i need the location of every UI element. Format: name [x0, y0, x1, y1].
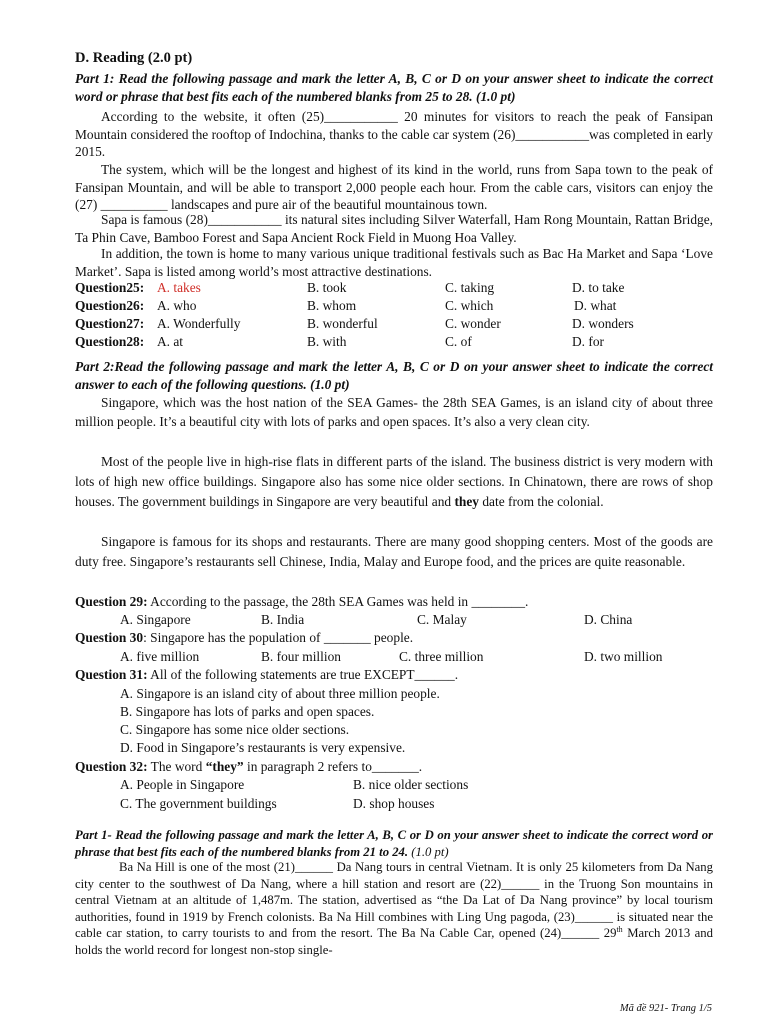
part1-paragraph-3: Sapa is famous (28)___________ its natural sites including Silver Waterfall, Ham Rong Mountain, Rattan Bridge, Ta Phin Cave, Bamboo Forest and Sapa Ancient Rock Field in Muong Hoa Valley. [75, 212, 713, 245]
bold-they: they [454, 494, 479, 509]
option-c: C. which [445, 298, 494, 313]
option-d: D. shop houses [353, 796, 435, 811]
part3-instruction-text: Read the following passage and mark the letter A, B, C or D on your answer sheet to indicate the correct word or phrase that best fits each of the numbered blanks from 21 to 24. [75, 828, 713, 859]
option-c: C. The government buildings [120, 796, 277, 811]
part2-paragraph-2-text: Most of the people live in high-rise flats in different parts of the island. The business district is very modern with lots of high new office buildings. Singapore also has some nice older sections. In Chinatown, there are rows of shop houses. The government buildings in Singapore are very beautiful and [75, 454, 713, 509]
question-label: Question27: [75, 316, 145, 331]
part2-paragraph-3: Singapore is famous for its shops and restaurants. There are many good shopping centers. Most of the goods are duty free. Singapore’s restaurants sell Chinese, India, Malay and Europe food, and the prices are quite reasonable. [75, 534, 713, 569]
option-a: A. who [157, 298, 197, 313]
option-b: B. took [307, 280, 347, 295]
option-d: D. for [572, 334, 604, 349]
part1-label: Part 1: [75, 71, 115, 86]
question-label: Question25: [75, 280, 145, 295]
question-text: According to the passage, the 28th SEA Games was held in ________. [147, 594, 529, 609]
option-d: D. to take [572, 280, 625, 295]
option-a: A. five million [120, 649, 200, 664]
superscript-th: th [616, 925, 623, 935]
question-text: : Singapore has the population of _______ people. [143, 630, 414, 645]
question-text-post: in paragraph 2 refers to_______. [243, 759, 423, 774]
part3-instruction [75, 827, 713, 860]
part2-label: Part 2: [75, 359, 115, 374]
option-c: C. three million [399, 649, 484, 664]
option-b: B. wonderful [307, 316, 378, 331]
page-footer: Mã đề 921- Trang 1/5 [619, 1003, 712, 1014]
question-label: Question 32: [75, 759, 148, 774]
option-a: A. Singapore [120, 612, 191, 627]
option-d: D. what [574, 298, 617, 313]
part3-paragraph [75, 859, 713, 959]
part2-instruction-text: Read the following passage and mark the letter A, B, C or D on your answer sheet to indicate the correct answer to each of the following questions. (1.0 pt) [75, 359, 713, 392]
part3-points: (1.0 pt) [408, 844, 449, 859]
option-a: A. takes [157, 280, 201, 295]
question-label: Question 29: [75, 594, 148, 609]
part1-paragraph-1: According to the website, it often (25)___________ 20 minutes for visitors to reach the peak of Fansipan Mountain considered the rooftop of Indochina, thanks to the cable car system (26)___________was completed in early 2015. [75, 109, 713, 160]
option-d: D. wonders [572, 316, 634, 331]
option-b: B. with [307, 334, 347, 349]
question-label: Question 31: [75, 667, 148, 682]
option-a: A. Wonderfully [157, 316, 241, 331]
option-a: A. Singapore is an island city of about three million people. [120, 686, 440, 701]
part3-paragraph-tail: March 2013 and holds the world record for longest non-stop single- [75, 926, 713, 957]
option-c: C. wonder [445, 316, 501, 331]
part3-paragraph-text: Ba Na Hill is one of the most (21)______ Da Nang tours in central Vietnam. It is only 25 kilometers from Da Nang city center to the southwest of Da Nang, where a hill station and resort are (22)______ in the Truong Son mountains in central Vietnam at an altitude of 1,487m. The station, advertised as “the Da Lat of Da Nang province” by local tourism authorities, found in 1919 by French colonists. Ba Na Hill combines with Ling Ung pagoda, (23)______ is situated near the cable car station, to carry tourists to and from the resort. The Ba Na Cable Car, opened (24)______ 29 [75, 860, 713, 941]
option-a: A. People in Singapore [120, 777, 245, 792]
option-a: A. at [157, 334, 184, 349]
part2-paragraph-2-tail: date from the colonial. [478, 494, 604, 509]
option-b: B. Singapore has lots of parks and open spaces. [120, 704, 375, 719]
question-text-pre: The word [147, 759, 206, 774]
option-b: B. nice older sections [353, 777, 469, 792]
part1-paragraph-4: In addition, the town is home to many various unique traditional festivals such as Bac Ha Market and Sapa ‘Love Market’. Sapa is listed among world’s most attractive destinations. [75, 246, 713, 279]
part3-label: Part 1- [75, 828, 112, 842]
question-label: Question26: [75, 298, 145, 313]
option-b: B. four million [261, 649, 341, 664]
option-d: D. China [584, 612, 633, 627]
part1-instruction-text: Read the following passage and mark the letter A, B, C or D on your answer sheet to indicate the correct word or phrase that best fits each of the numbered blanks from 25 to 28. (1.0 pt) [75, 71, 713, 104]
part1-paragraph-2: The system, which will be the longest and highest of its kind in the world, runs from Sapa town to the peak of Fansipan Mountain, and will be able to transport 2,000 people each hour. From the cable cars, visitors can enjoy the (27) __________ landscapes and pure air of the beautiful mountainous town. [75, 162, 713, 213]
part2-instruction [75, 358, 713, 393]
option-c: C. Singapore has some nice older sections. [120, 722, 350, 737]
option-c: C. of [445, 334, 472, 349]
option-d: D. Food in Singapore’s restaurants is very expensive. [120, 740, 406, 755]
part2-paragraph-2 [75, 452, 713, 512]
part2-paragraph-1: Singapore, which was the host nation of the SEA Games- the 28th SEA Games, is an island city of about three million people. It’s a beautiful city with lots of parks and open spaces. It’s also a very clean city. [75, 395, 713, 429]
section-title: D. Reading (2.0 pt) [75, 50, 193, 66]
option-c: C. Malay [417, 612, 467, 627]
question-label: Question 30 [75, 630, 144, 645]
option-b: B. India [261, 612, 305, 627]
option-d: D. two million [584, 649, 663, 664]
bold-they-quoted: “they” [205, 759, 244, 774]
question-label: Question28: [75, 334, 145, 349]
part1-instruction [75, 70, 713, 105]
question-text: All of the following statements are true EXCEPT______. [147, 667, 459, 682]
option-b: B. whom [307, 298, 357, 313]
option-c: C. taking [445, 280, 495, 295]
